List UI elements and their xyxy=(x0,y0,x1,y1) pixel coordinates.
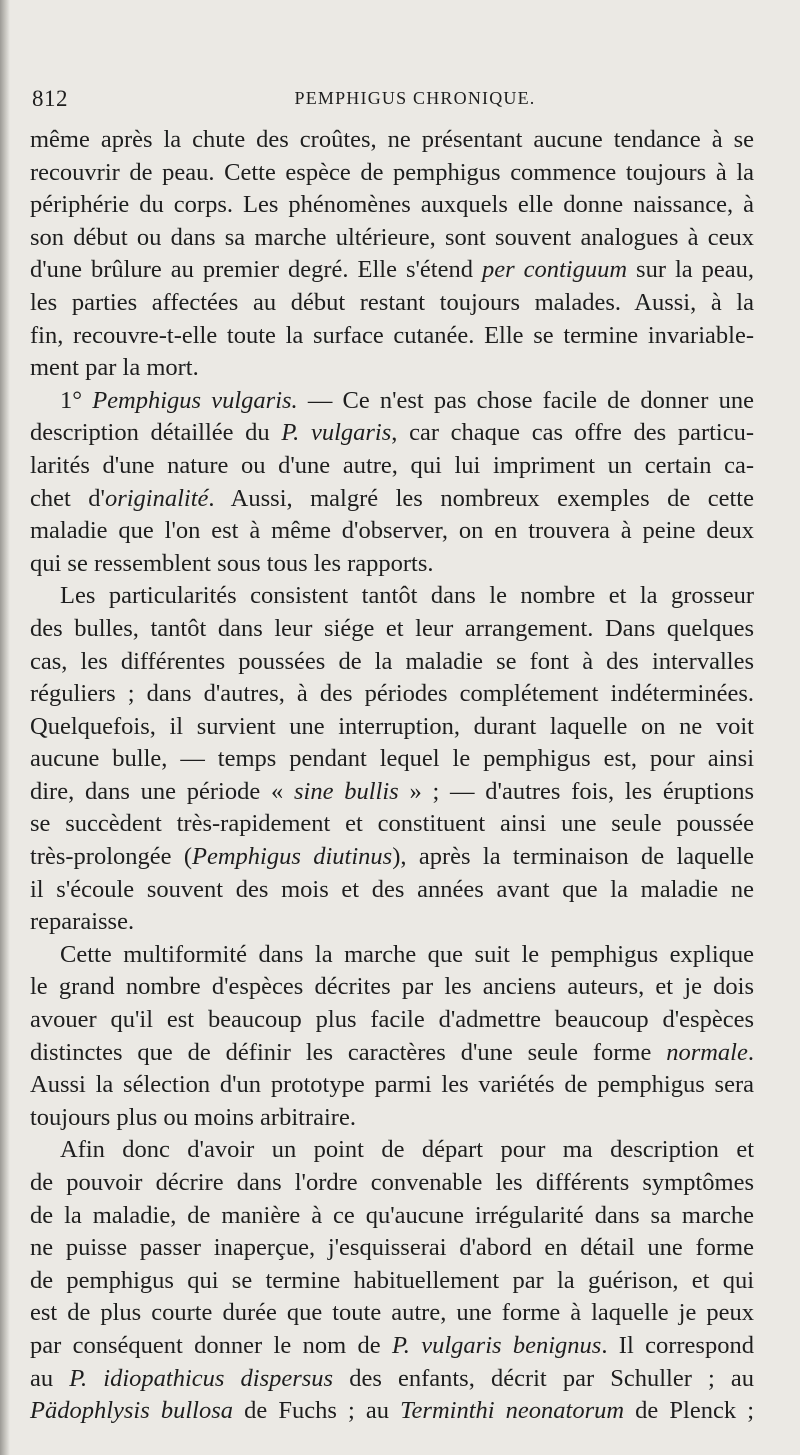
italic-text: P. vulgaris xyxy=(281,419,392,447)
text-line xyxy=(30,711,754,744)
text-line xyxy=(30,776,754,809)
text-line xyxy=(30,874,754,907)
text-run: dire, dans une période « xyxy=(30,777,295,805)
text-run: reparaisse. xyxy=(30,908,135,936)
text-line xyxy=(30,483,754,516)
text-line xyxy=(30,1167,754,1200)
text-line xyxy=(30,548,754,581)
text-line xyxy=(30,450,754,483)
text-run: fin, recouvre-t-elle toute la surface cutanée. Elle se termine invariable- xyxy=(30,321,754,349)
text-run: , car chaque cas offre des particu- xyxy=(391,419,754,447)
page-header xyxy=(30,82,770,116)
text-line xyxy=(30,385,754,418)
paragraph xyxy=(30,939,754,1135)
text-run: d'une brûlure au premier degré. Elle s'étend xyxy=(30,256,482,284)
italic-text: normale xyxy=(666,1038,748,1066)
text-line xyxy=(30,124,754,157)
page-number: 812 xyxy=(32,86,68,111)
text-run: des enfants, décrit par Schuller ; au xyxy=(333,1364,755,1392)
text-run: Cette multiformité dans la marche que suit le pemphigus explique xyxy=(60,940,754,968)
text-run: maladie que l'on est à même d'observer, on en trouvera à peine deux xyxy=(30,517,754,545)
text-run: sur la peau, xyxy=(627,256,754,284)
text-line xyxy=(30,906,754,939)
text-run: les parties affectées au début restant toujours malades. Aussi, à la xyxy=(30,288,754,316)
text-run: de pemphigus qui se termine habituellement par la guérison, et qui xyxy=(30,1266,754,1294)
text-line xyxy=(30,287,754,320)
text-run: se succèdent très-rapidement et constituent ainsi une seule poussée xyxy=(30,810,754,838)
text-run: de pouvoir décrire dans l'ordre convenable les différents symptômes xyxy=(30,1169,754,1196)
text-run: de la maladie, de manière à ce qu'aucune irrégularité dans sa marche xyxy=(30,1201,754,1229)
text-run: ), après la terminaison de laquelle xyxy=(392,843,754,871)
text-run: . xyxy=(747,1038,754,1066)
text-run: toujours plus ou moins arbitraire. xyxy=(30,1103,356,1131)
text-line xyxy=(30,971,754,1004)
italic-text: Terminthi neonatorum xyxy=(400,1397,625,1425)
italic-text: Pädophlysis bullosa xyxy=(30,1397,234,1425)
text-run: son début ou dans sa marche ultérieure, sont souvent analogues à ceux xyxy=(30,223,754,251)
text-run: chet d' xyxy=(30,484,105,512)
italic-text: sine bullis xyxy=(294,777,399,805)
page-edge-shadow xyxy=(0,0,10,1455)
text-run: réguliers ; dans d'autres, à des périodes complétement indéterminées. xyxy=(30,680,754,708)
text-line xyxy=(30,1330,754,1363)
text-run: — Ce n'est pas chose facile de donner une xyxy=(297,386,754,414)
text-line xyxy=(30,841,754,874)
text-line xyxy=(30,808,754,841)
text-line xyxy=(30,1395,754,1428)
text-run: au xyxy=(30,1364,70,1392)
text-run: . Il correspond xyxy=(601,1331,754,1359)
text-line xyxy=(30,352,754,385)
text-run: larités d'une nature ou d'une autre, qui lui impriment un certain ca- xyxy=(30,451,754,479)
text-run: par conséquent donner le nom de xyxy=(30,1331,392,1359)
text-line xyxy=(30,1102,754,1135)
italic-text: Pemphigus vulgaris. xyxy=(92,386,298,414)
italic-text: originalité xyxy=(104,484,209,512)
text-run: cas, les différentes poussées de la maladie se font à des intervalles xyxy=(30,647,754,675)
text-run: très-prolongée ( xyxy=(30,843,193,871)
text-run: est de plus courte durée que toute autre, une forme à laquelle je peux xyxy=(30,1299,754,1327)
paragraph xyxy=(30,1134,754,1427)
text-run: de Plenck ; xyxy=(624,1397,755,1425)
running-head: PEMPHIGUS CHRONIQUE. xyxy=(294,88,536,108)
italic-text: per contiguum xyxy=(481,256,628,284)
text-run: même après la chute des croûtes, ne présentant aucune tendance à se xyxy=(30,126,754,153)
body-text xyxy=(30,124,754,1428)
text-line xyxy=(30,189,754,222)
text-line xyxy=(30,1297,754,1330)
paragraph xyxy=(30,124,754,385)
text-line xyxy=(30,743,754,776)
text-run: qui se ressemblent sous tous les rapports. xyxy=(30,549,434,577)
text-run: périphérie du corps. Les phénomènes auxquels elle donne naissance, à xyxy=(30,191,754,219)
text-run: de Fuchs ; au xyxy=(233,1397,401,1425)
text-run: Aussi la sélection d'un prototype parmi les variétés de pemphigus sera xyxy=(30,1071,754,1099)
text-line xyxy=(30,1037,754,1070)
text-line xyxy=(30,939,754,972)
text-run: . Aussi, malgré les nombreux exemples de cette xyxy=(208,484,754,512)
text-run: » ; — d'autres fois, les éruptions xyxy=(398,777,755,805)
text-run: ne puisse passer inaperçue, j'esquisserai d'abord en détail une forme xyxy=(30,1234,754,1262)
text-run: 1° xyxy=(60,386,93,414)
text-line xyxy=(30,157,754,190)
text-run: Afin donc d'avoir un point de départ pour ma description et xyxy=(60,1136,754,1164)
text-run: avouer qu'il est beaucoup plus facile d'admettre beaucoup d'espèces xyxy=(30,1006,754,1034)
text-run: description détaillée du xyxy=(30,419,282,447)
text-line xyxy=(30,646,754,679)
text-run: le grand nombre d'espèces décrites par les anciens auteurs, et je dois xyxy=(30,973,754,1001)
text-run: il s'écoule souvent des mois et des années avant que la maladie ne xyxy=(30,875,754,903)
text-line xyxy=(30,222,754,255)
text-run: aucune bulle, — temps pendant lequel le pemphigus est, pour ainsi xyxy=(30,745,754,773)
text-line xyxy=(30,1004,754,1037)
text-run: des bulles, tantôt dans leur siége et leur arrangement. Dans quelques xyxy=(30,614,754,642)
text-line xyxy=(30,1265,754,1298)
text-line xyxy=(30,1069,754,1102)
text-line xyxy=(30,1232,754,1265)
text-line xyxy=(30,1363,754,1396)
text-run: recouvrir de peau. Cette espèce de pemphigus commence toujours à la xyxy=(30,158,754,186)
text-run: distinctes que de définir les caractères d'une seule forme xyxy=(30,1038,667,1066)
text-line xyxy=(30,254,754,287)
text-run: Les particularités consistent tantôt dans le nombre et la grosseur xyxy=(60,582,754,610)
italic-text: P. vulgaris benignus xyxy=(391,1331,602,1359)
text-line xyxy=(30,320,754,353)
italic-text: Pemphigus diutinus xyxy=(192,843,393,871)
text-line xyxy=(30,1200,754,1233)
paragraph xyxy=(30,385,754,581)
text-line xyxy=(30,613,754,646)
text-line xyxy=(30,417,754,450)
text-line xyxy=(30,580,754,613)
text-line xyxy=(30,515,754,548)
italic-text: P. idiopathicus dispersus xyxy=(69,1364,334,1392)
paragraph xyxy=(30,580,754,939)
text-line xyxy=(30,1134,754,1167)
text-run: Quelquefois, il survient une interruption, durant laquelle on ne voit xyxy=(30,712,754,740)
text-run: ment par la mort. xyxy=(30,354,199,382)
text-line xyxy=(30,678,754,711)
